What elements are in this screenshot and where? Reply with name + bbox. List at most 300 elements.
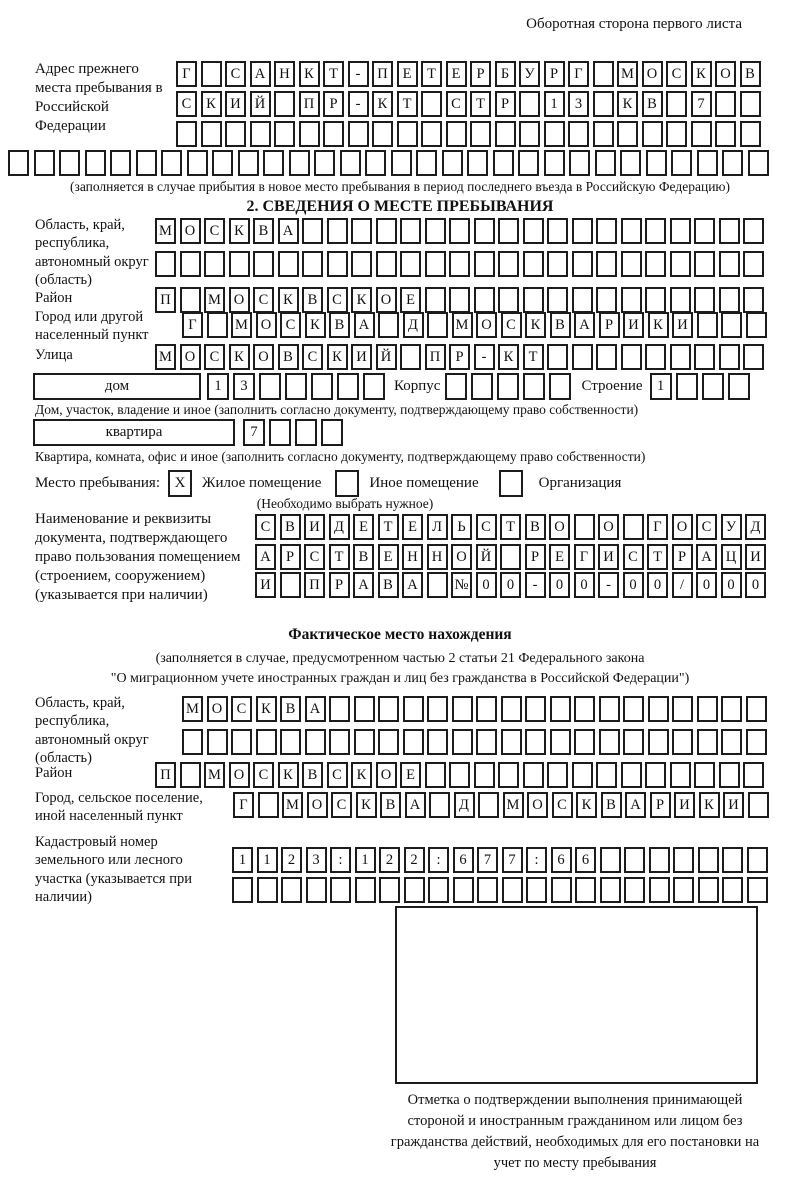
char-cell[interactable]: В	[302, 287, 323, 313]
char-cell[interactable]: В	[378, 572, 399, 598]
char-cell[interactable]: В	[253, 218, 274, 244]
char-cell[interactable]: Е	[549, 544, 570, 570]
char-cell[interactable]	[698, 877, 719, 903]
char-cell[interactable]	[574, 696, 595, 722]
char-cell[interactable]: О	[527, 792, 548, 818]
char-cell[interactable]	[314, 150, 335, 176]
char-cell[interactable]: Г	[182, 312, 203, 338]
char-cell[interactable]: 0	[745, 572, 766, 598]
char-cell[interactable]: -	[598, 572, 619, 598]
char-cell[interactable]: Г	[647, 514, 668, 540]
char-cell[interactable]: С	[552, 792, 573, 818]
char-cell[interactable]	[187, 150, 208, 176]
char-cell[interactable]: Г	[568, 61, 589, 87]
char-cell[interactable]	[518, 150, 539, 176]
char-cell[interactable]: -	[348, 91, 369, 117]
char-cell[interactable]: Е	[400, 762, 421, 788]
char-cell[interactable]: М	[182, 696, 203, 722]
char-cell[interactable]: 3	[233, 373, 255, 400]
char-cell[interactable]	[697, 312, 718, 338]
char-cell[interactable]: 6	[551, 847, 572, 873]
char-cell[interactable]: 1	[355, 847, 376, 873]
char-cell[interactable]: С	[327, 762, 348, 788]
char-cell[interactable]	[670, 218, 691, 244]
char-cell[interactable]: И	[745, 544, 766, 570]
char-cell[interactable]	[340, 150, 361, 176]
char-cell[interactable]: Р	[449, 344, 470, 370]
char-cell[interactable]	[498, 218, 519, 244]
char-cell[interactable]	[207, 729, 228, 755]
char-cell[interactable]	[743, 344, 764, 370]
char-cell[interactable]	[621, 287, 642, 313]
char-cell[interactable]: 0	[500, 572, 521, 598]
char-cell[interactable]: О	[642, 61, 663, 87]
char-cell[interactable]	[34, 150, 55, 176]
char-cell[interactable]	[449, 218, 470, 244]
char-cell[interactable]	[599, 696, 620, 722]
char-cell[interactable]: С	[501, 312, 522, 338]
char-cell[interactable]: О	[207, 696, 228, 722]
char-cell[interactable]	[493, 150, 514, 176]
char-cell[interactable]	[391, 150, 412, 176]
char-cell[interactable]: Ц	[721, 544, 742, 570]
char-cell[interactable]: Й	[376, 344, 397, 370]
char-cell[interactable]	[740, 121, 761, 147]
char-cell[interactable]	[568, 121, 589, 147]
char-cell[interactable]	[694, 762, 715, 788]
char-cell[interactable]	[305, 729, 326, 755]
char-cell[interactable]	[697, 150, 718, 176]
char-cell[interactable]: К	[256, 696, 277, 722]
char-cell[interactable]: В	[280, 514, 301, 540]
char-cell[interactable]: С	[231, 696, 252, 722]
char-cell[interactable]: М	[503, 792, 524, 818]
char-cell[interactable]	[425, 218, 446, 244]
char-cell[interactable]: К	[648, 312, 669, 338]
char-cell[interactable]	[624, 847, 645, 873]
char-cell[interactable]	[452, 696, 473, 722]
char-cell[interactable]: Е	[402, 514, 423, 540]
char-cell[interactable]	[182, 729, 203, 755]
char-cell[interactable]: Д	[745, 514, 766, 540]
char-cell[interactable]: С	[225, 61, 246, 87]
char-cell[interactable]	[285, 373, 307, 400]
char-cell[interactable]	[302, 251, 323, 277]
char-cell[interactable]: 1	[207, 373, 229, 400]
char-cell[interactable]	[547, 762, 568, 788]
char-cell[interactable]: О	[672, 514, 693, 540]
char-cell[interactable]	[572, 762, 593, 788]
char-cell[interactable]	[721, 696, 742, 722]
char-cell[interactable]	[449, 251, 470, 277]
char-cell[interactable]	[596, 251, 617, 277]
char-cell[interactable]	[136, 150, 157, 176]
char-cell[interactable]	[471, 373, 493, 400]
char-cell[interactable]: Р	[323, 91, 344, 117]
char-cell[interactable]	[476, 696, 497, 722]
char-cell[interactable]	[523, 762, 544, 788]
char-cell[interactable]	[355, 877, 376, 903]
char-cell[interactable]: О	[476, 312, 497, 338]
char-cell[interactable]	[523, 373, 545, 400]
char-cell[interactable]: 1	[232, 847, 253, 873]
char-cell[interactable]: К	[229, 218, 250, 244]
char-cell[interactable]: В	[525, 514, 546, 540]
char-cell[interactable]	[445, 373, 467, 400]
char-cell[interactable]	[400, 251, 421, 277]
char-cell[interactable]	[670, 344, 691, 370]
char-cell[interactable]	[363, 373, 385, 400]
char-cell[interactable]: И	[674, 792, 695, 818]
char-cell[interactable]: Р	[650, 792, 671, 818]
char-cell[interactable]	[474, 218, 495, 244]
char-cell[interactable]	[323, 121, 344, 147]
char-cell[interactable]	[670, 251, 691, 277]
char-cell[interactable]: 7	[243, 419, 265, 446]
char-cell[interactable]: А	[354, 312, 375, 338]
char-cell[interactable]: М	[617, 61, 638, 87]
char-cell[interactable]	[748, 792, 769, 818]
char-cell[interactable]	[694, 344, 715, 370]
char-cell[interactable]	[295, 419, 317, 446]
char-cell[interactable]: С	[280, 312, 301, 338]
char-cell[interactable]	[354, 729, 375, 755]
char-cell[interactable]	[621, 218, 642, 244]
char-cell[interactable]	[253, 251, 274, 277]
char-cell[interactable]	[421, 121, 442, 147]
char-cell[interactable]: С	[327, 287, 348, 313]
char-cell[interactable]	[378, 696, 399, 722]
char-cell[interactable]: Н	[427, 544, 448, 570]
char-cell[interactable]	[697, 696, 718, 722]
char-cell[interactable]	[572, 218, 593, 244]
char-cell[interactable]	[427, 312, 448, 338]
char-cell[interactable]: Г	[574, 544, 595, 570]
char-cell[interactable]: Т	[378, 514, 399, 540]
char-cell[interactable]	[478, 792, 499, 818]
char-cell[interactable]: Т	[500, 514, 521, 540]
char-cell[interactable]	[624, 877, 645, 903]
char-cell[interactable]: Е	[446, 61, 467, 87]
char-cell[interactable]	[403, 696, 424, 722]
char-cell[interactable]	[574, 514, 595, 540]
char-cell[interactable]: К	[699, 792, 720, 818]
char-cell[interactable]: Р	[280, 544, 301, 570]
char-cell[interactable]	[280, 729, 301, 755]
char-cell[interactable]	[593, 61, 614, 87]
char-cell[interactable]	[497, 373, 519, 400]
char-cell[interactable]: М	[282, 792, 303, 818]
char-cell[interactable]: /	[672, 572, 693, 598]
char-cell[interactable]: 6	[575, 847, 596, 873]
char-cell[interactable]: С	[302, 344, 323, 370]
char-cell[interactable]	[698, 847, 719, 873]
char-cell[interactable]: Р	[495, 91, 516, 117]
char-cell[interactable]	[427, 729, 448, 755]
char-cell[interactable]: Р	[525, 544, 546, 570]
char-cell[interactable]	[572, 344, 593, 370]
char-cell[interactable]: С	[204, 218, 225, 244]
char-cell[interactable]: В	[380, 792, 401, 818]
char-cell[interactable]: С	[204, 344, 225, 370]
char-cell[interactable]	[180, 762, 201, 788]
char-cell[interactable]: Т	[523, 344, 544, 370]
char-cell[interactable]	[59, 150, 80, 176]
char-cell[interactable]: С	[253, 287, 274, 313]
char-cell[interactable]: Й	[250, 91, 271, 117]
char-cell[interactable]	[302, 218, 323, 244]
char-cell[interactable]: №	[451, 572, 472, 598]
char-cell[interactable]	[258, 792, 279, 818]
char-cell[interactable]: О	[598, 514, 619, 540]
char-cell[interactable]	[645, 251, 666, 277]
char-cell[interactable]: П	[304, 572, 325, 598]
char-cell[interactable]: Н	[274, 61, 295, 87]
char-cell[interactable]: У	[721, 514, 742, 540]
char-cell[interactable]: Р	[544, 61, 565, 87]
char-cell[interactable]	[232, 877, 253, 903]
char-cell[interactable]: А	[305, 696, 326, 722]
char-cell[interactable]	[617, 121, 638, 147]
char-cell[interactable]	[746, 312, 767, 338]
char-cell[interactable]	[427, 572, 448, 598]
char-cell[interactable]	[474, 762, 495, 788]
char-cell[interactable]: 1	[544, 91, 565, 117]
char-cell[interactable]	[476, 729, 497, 755]
char-cell[interactable]	[526, 877, 547, 903]
char-cell[interactable]	[311, 373, 333, 400]
char-cell[interactable]	[259, 373, 281, 400]
char-cell[interactable]: А	[278, 218, 299, 244]
char-cell[interactable]: П	[155, 762, 176, 788]
char-cell[interactable]: В	[740, 61, 761, 87]
char-cell[interactable]	[645, 762, 666, 788]
char-cell[interactable]	[474, 251, 495, 277]
char-cell[interactable]: О	[180, 344, 201, 370]
char-cell[interactable]: М	[231, 312, 252, 338]
char-cell[interactable]: 6	[453, 847, 474, 873]
char-cell[interactable]	[702, 373, 724, 400]
char-cell[interactable]	[648, 696, 669, 722]
char-cell[interactable]	[269, 419, 291, 446]
char-cell[interactable]: -	[348, 61, 369, 87]
char-cell[interactable]	[694, 218, 715, 244]
char-cell[interactable]: С	[304, 544, 325, 570]
char-cell[interactable]	[596, 287, 617, 313]
char-cell[interactable]: О	[307, 792, 328, 818]
char-cell[interactable]	[378, 729, 399, 755]
char-cell[interactable]	[694, 287, 715, 313]
char-cell[interactable]	[403, 729, 424, 755]
char-cell[interactable]	[231, 729, 252, 755]
char-cell[interactable]	[747, 847, 768, 873]
char-cell[interactable]: К	[351, 287, 372, 313]
char-cell[interactable]: И	[255, 572, 276, 598]
char-cell[interactable]	[743, 762, 764, 788]
char-cell[interactable]: И	[672, 312, 693, 338]
char-cell[interactable]	[743, 251, 764, 277]
char-cell[interactable]	[299, 121, 320, 147]
char-cell[interactable]	[329, 729, 350, 755]
char-cell[interactable]: К	[691, 61, 712, 87]
char-cell[interactable]: К	[617, 91, 638, 117]
char-cell[interactable]: -	[525, 572, 546, 598]
char-cell[interactable]	[623, 514, 644, 540]
char-cell[interactable]: Н	[402, 544, 423, 570]
char-cell[interactable]	[263, 150, 284, 176]
char-cell[interactable]	[722, 847, 743, 873]
char-cell[interactable]	[337, 373, 359, 400]
char-cell[interactable]	[467, 150, 488, 176]
char-cell[interactable]	[599, 729, 620, 755]
char-cell[interactable]: 0	[647, 572, 668, 598]
char-cell[interactable]	[596, 344, 617, 370]
char-cell[interactable]	[746, 696, 767, 722]
char-cell[interactable]	[348, 121, 369, 147]
char-cell[interactable]	[595, 150, 616, 176]
char-cell[interactable]	[715, 91, 736, 117]
char-cell[interactable]	[621, 344, 642, 370]
char-cell[interactable]: К	[278, 287, 299, 313]
char-cell[interactable]: 3	[306, 847, 327, 873]
char-cell[interactable]	[547, 218, 568, 244]
char-cell[interactable]: О	[376, 287, 397, 313]
char-cell[interactable]	[278, 251, 299, 277]
char-cell[interactable]: О	[229, 287, 250, 313]
char-cell[interactable]	[327, 251, 348, 277]
char-cell[interactable]	[743, 287, 764, 313]
char-cell[interactable]	[743, 218, 764, 244]
char-cell[interactable]	[691, 121, 712, 147]
char-cell[interactable]	[397, 121, 418, 147]
char-cell[interactable]	[551, 877, 572, 903]
checkbox-other-premises[interactable]	[335, 470, 359, 497]
char-cell[interactable]	[676, 373, 698, 400]
char-cell[interactable]: М	[155, 218, 176, 244]
char-cell[interactable]	[495, 121, 516, 147]
char-cell[interactable]	[421, 91, 442, 117]
char-cell[interactable]: О	[549, 514, 570, 540]
char-cell[interactable]	[204, 251, 225, 277]
char-cell[interactable]: И	[723, 792, 744, 818]
char-cell[interactable]: А	[255, 544, 276, 570]
char-cell[interactable]	[547, 287, 568, 313]
char-cell[interactable]	[596, 762, 617, 788]
char-cell[interactable]	[330, 877, 351, 903]
char-cell[interactable]	[715, 121, 736, 147]
char-cell[interactable]: Р	[329, 572, 350, 598]
char-cell[interactable]	[569, 150, 590, 176]
char-cell[interactable]	[500, 544, 521, 570]
char-cell[interactable]	[400, 344, 421, 370]
checkbox-residential[interactable]: X	[168, 470, 192, 497]
char-cell[interactable]	[719, 218, 740, 244]
char-cell[interactable]: В	[278, 344, 299, 370]
char-cell[interactable]: 7	[477, 847, 498, 873]
char-cell[interactable]	[425, 251, 446, 277]
char-cell[interactable]: А	[353, 572, 374, 598]
char-cell[interactable]: Т	[421, 61, 442, 87]
char-cell[interactable]	[354, 696, 375, 722]
char-cell[interactable]: Д	[403, 312, 424, 338]
char-cell[interactable]: О	[451, 544, 472, 570]
char-cell[interactable]	[645, 218, 666, 244]
char-cell[interactable]: П	[425, 344, 446, 370]
char-cell[interactable]	[671, 150, 692, 176]
char-cell[interactable]	[746, 729, 767, 755]
checkbox-organization[interactable]	[499, 470, 523, 497]
char-cell[interactable]	[306, 877, 327, 903]
char-cell[interactable]: К	[525, 312, 546, 338]
char-cell[interactable]	[672, 729, 693, 755]
char-cell[interactable]	[646, 150, 667, 176]
char-cell[interactable]: 7	[691, 91, 712, 117]
char-cell[interactable]: 0	[696, 572, 717, 598]
char-cell[interactable]: :	[330, 847, 351, 873]
char-cell[interactable]: 0	[721, 572, 742, 598]
char-cell[interactable]	[748, 150, 769, 176]
char-cell[interactable]: С	[331, 792, 352, 818]
char-cell[interactable]: С	[476, 514, 497, 540]
char-cell[interactable]	[547, 251, 568, 277]
char-cell[interactable]: О	[180, 218, 201, 244]
char-cell[interactable]: К	[305, 312, 326, 338]
char-cell[interactable]	[649, 847, 670, 873]
char-cell[interactable]	[620, 150, 641, 176]
char-cell[interactable]: С	[253, 762, 274, 788]
char-cell[interactable]	[470, 121, 491, 147]
char-cell[interactable]	[544, 121, 565, 147]
char-cell[interactable]	[501, 696, 522, 722]
char-cell[interactable]	[257, 877, 278, 903]
char-cell[interactable]	[666, 91, 687, 117]
char-cell[interactable]	[501, 729, 522, 755]
char-cell[interactable]	[498, 287, 519, 313]
char-cell[interactable]: В	[642, 91, 663, 117]
char-cell[interactable]: А	[696, 544, 717, 570]
char-cell[interactable]	[442, 150, 463, 176]
char-cell[interactable]: Е	[400, 287, 421, 313]
char-cell[interactable]: А	[574, 312, 595, 338]
char-cell[interactable]	[446, 121, 467, 147]
char-cell[interactable]: Б	[495, 61, 516, 87]
char-cell[interactable]: К	[299, 61, 320, 87]
char-cell[interactable]: Т	[329, 544, 350, 570]
char-cell[interactable]: Г	[233, 792, 254, 818]
char-cell[interactable]	[376, 251, 397, 277]
char-cell[interactable]: Р	[470, 61, 491, 87]
char-cell[interactable]: В	[353, 544, 374, 570]
char-cell[interactable]: Т	[323, 61, 344, 87]
char-cell[interactable]: С	[255, 514, 276, 540]
char-cell[interactable]	[721, 729, 742, 755]
char-cell[interactable]	[572, 251, 593, 277]
char-cell[interactable]	[498, 251, 519, 277]
char-cell[interactable]: М	[204, 762, 225, 788]
char-cell[interactable]: А	[250, 61, 271, 87]
char-cell[interactable]: К	[327, 344, 348, 370]
char-cell[interactable]	[621, 762, 642, 788]
char-cell[interactable]	[427, 696, 448, 722]
char-cell[interactable]	[575, 877, 596, 903]
char-cell[interactable]	[155, 251, 176, 277]
char-cell[interactable]	[449, 287, 470, 313]
char-cell[interactable]: Е	[353, 514, 374, 540]
char-cell[interactable]	[697, 729, 718, 755]
char-cell[interactable]	[572, 287, 593, 313]
char-cell[interactable]: О	[229, 762, 250, 788]
char-cell[interactable]	[453, 877, 474, 903]
